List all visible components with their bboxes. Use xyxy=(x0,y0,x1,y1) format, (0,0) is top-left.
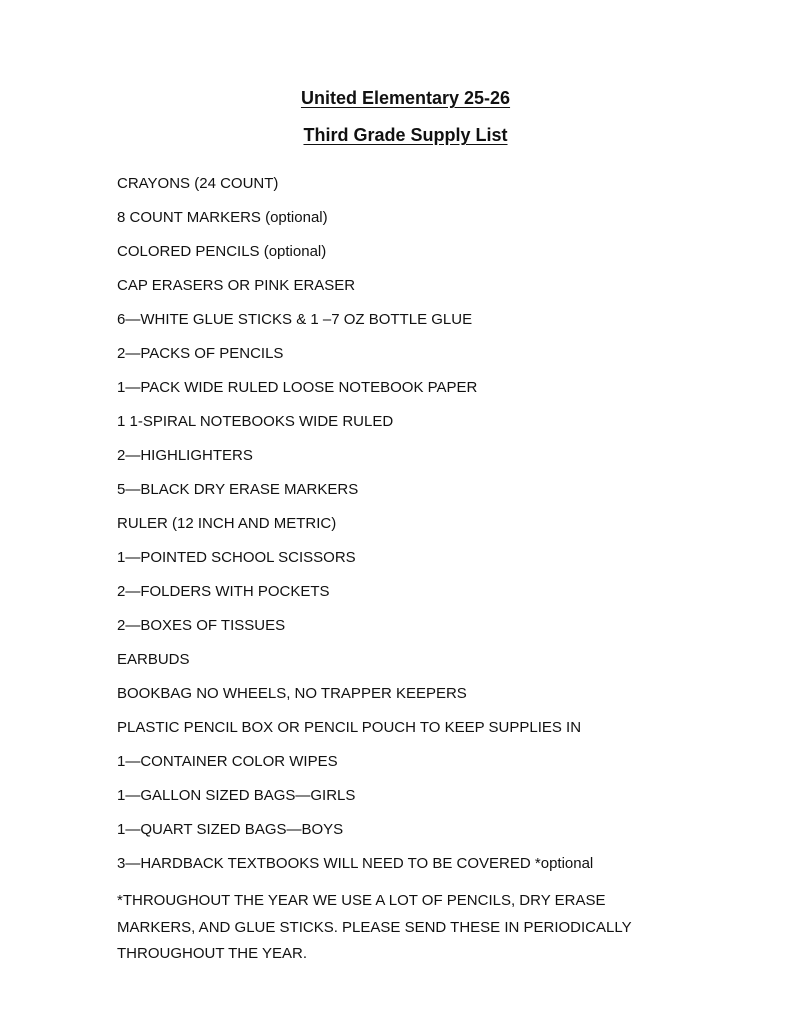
list-item: CAP ERASERS OR PINK ERASER xyxy=(117,277,356,294)
list-item: 1 1-SPIRAL NOTEBOOKS WIDE RULED xyxy=(117,413,394,430)
supply-list xyxy=(117,174,697,888)
list-item: 2—PACKS OF PENCILS xyxy=(117,345,284,362)
list-item: 3—HARDBACK TEXTBOOKS WILL NEED TO BE COVERED *optional xyxy=(117,855,594,872)
list-item: EARBUDS xyxy=(117,651,190,668)
list-item: 8 COUNT MARKERS (optional) xyxy=(117,209,328,226)
list-item: 1—GALLON SIZED BAGS—GIRLS xyxy=(117,787,356,804)
list-item: BOOKBAG NO WHEELS, NO TRAPPER KEEPERS xyxy=(117,685,467,702)
list-item: 1—CONTAINER COLOR WIPES xyxy=(117,753,338,770)
list-item: 5—BLACK DRY ERASE MARKERS xyxy=(117,481,359,498)
list-item: 1—POINTED SCHOOL SCISSORS xyxy=(117,549,356,566)
list-item: 6—WHITE GLUE STICKS & 1 –7 OZ BOTTLE GLUE xyxy=(117,311,473,328)
list-title: Third Grade Supply List xyxy=(303,125,508,145)
list-item: 1—PACK WIDE RULED LOOSE NOTEBOOK PAPER xyxy=(117,379,478,396)
list-item: CRAYONS (24 COUNT) xyxy=(117,175,279,192)
list-item: RULER (12 INCH AND METRIC) xyxy=(117,515,337,532)
school-title: United Elementary 25-26 xyxy=(300,88,511,108)
list-item: COLORED PENCILS (optional) xyxy=(117,243,327,260)
list-item: 2—HIGHLIGHTERS xyxy=(117,447,253,464)
list-item: 2—FOLDERS WITH POCKETS xyxy=(117,583,330,600)
list-item: 2—BOXES OF TISSUES xyxy=(117,617,286,634)
list-item: 1—QUART SIZED BAGS—BOYS xyxy=(117,821,344,838)
list-item: PLASTIC PENCIL BOX OR PENCIL POUCH TO KEEP SUPPLIES IN xyxy=(117,719,582,736)
footnote: *THROUGHOUT THE YEAR WE USE A LOT OF PENCILS, DRY ERASE MARKERS, AND GLUE STICKS. PLEASE SEND THESE IN PERIODICALLY THROUGHOUT THE YEAR. xyxy=(117,892,632,962)
